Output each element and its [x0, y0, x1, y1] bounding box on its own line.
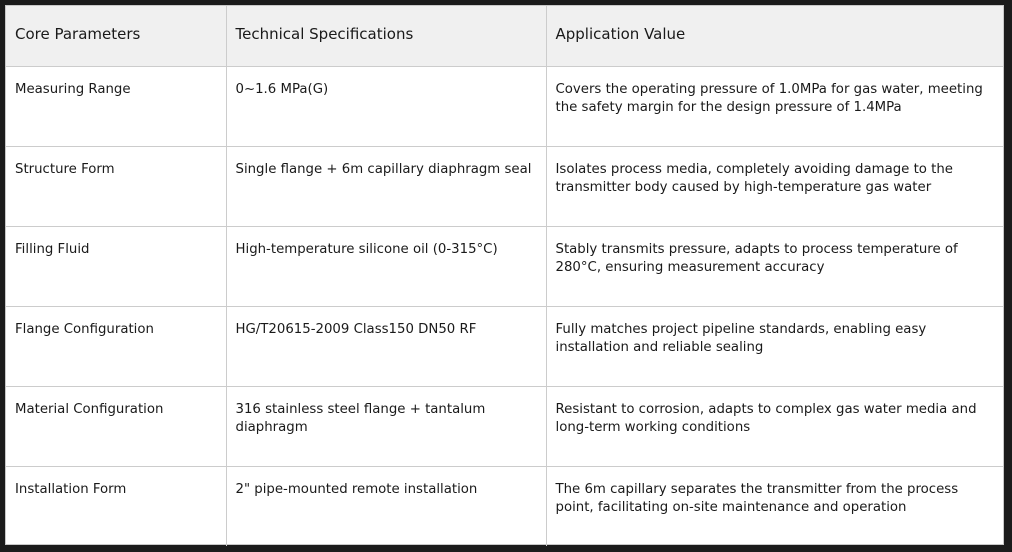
cell-specification: 2" pipe-mounted remote installation [226, 466, 546, 546]
table-row [6, 466, 1003, 546]
cell-specification: High-temperature silicone oil (0-315°C) [226, 226, 546, 306]
table-row [6, 306, 1003, 386]
cell-parameter: Filling Fluid [6, 226, 226, 306]
cell-application-value: Covers the operating pressure of 1.0MPa for gas water, meeting the safety margin for the design pressure of 1.4MPa [546, 66, 1003, 146]
header-technical-specifications: Technical Specifications [226, 6, 546, 66]
table-row [6, 386, 1003, 466]
table-row [6, 146, 1003, 226]
cell-parameter: Structure Form [6, 146, 226, 226]
specification-sheet [5, 5, 1004, 545]
header-core-parameters: Core Parameters [6, 6, 226, 66]
cell-specification: HG/T20615-2009 Class150 DN50 RF [226, 306, 546, 386]
cell-parameter: Measuring Range [6, 66, 226, 146]
cell-application-value: Resistant to corrosion, adapts to complex gas water media and long-term working conditions [546, 386, 1003, 466]
cell-specification: 316 stainless steel flange + tantalum diaphragm [226, 386, 546, 466]
cell-parameter: Installation Form [6, 466, 226, 546]
cell-application-value: Stably transmits pressure, adapts to process temperature of 280°C, ensuring measurement accuracy [546, 226, 1003, 306]
header-application-value: Application Value [546, 6, 1003, 66]
cell-specification: Single flange + 6m capillary diaphragm seal [226, 146, 546, 226]
cell-application-value: Fully matches project pipeline standards, enabling easy installation and reliable sealing [546, 306, 1003, 386]
table-header-row [6, 6, 1003, 66]
table-row [6, 66, 1003, 146]
cell-specification: 0~1.6 MPa(G) [226, 66, 546, 146]
cell-parameter: Material Configuration [6, 386, 226, 466]
parameters-table [6, 6, 1003, 546]
cell-parameter: Flange Configuration [6, 306, 226, 386]
table-row [6, 226, 1003, 306]
cell-application-value: The 6m capillary separates the transmitter from the process point, facilitating on-site maintenance and operation [546, 466, 1003, 546]
cell-application-value: Isolates process media, completely avoiding damage to the transmitter body caused by high-temperature gas water [546, 146, 1003, 226]
